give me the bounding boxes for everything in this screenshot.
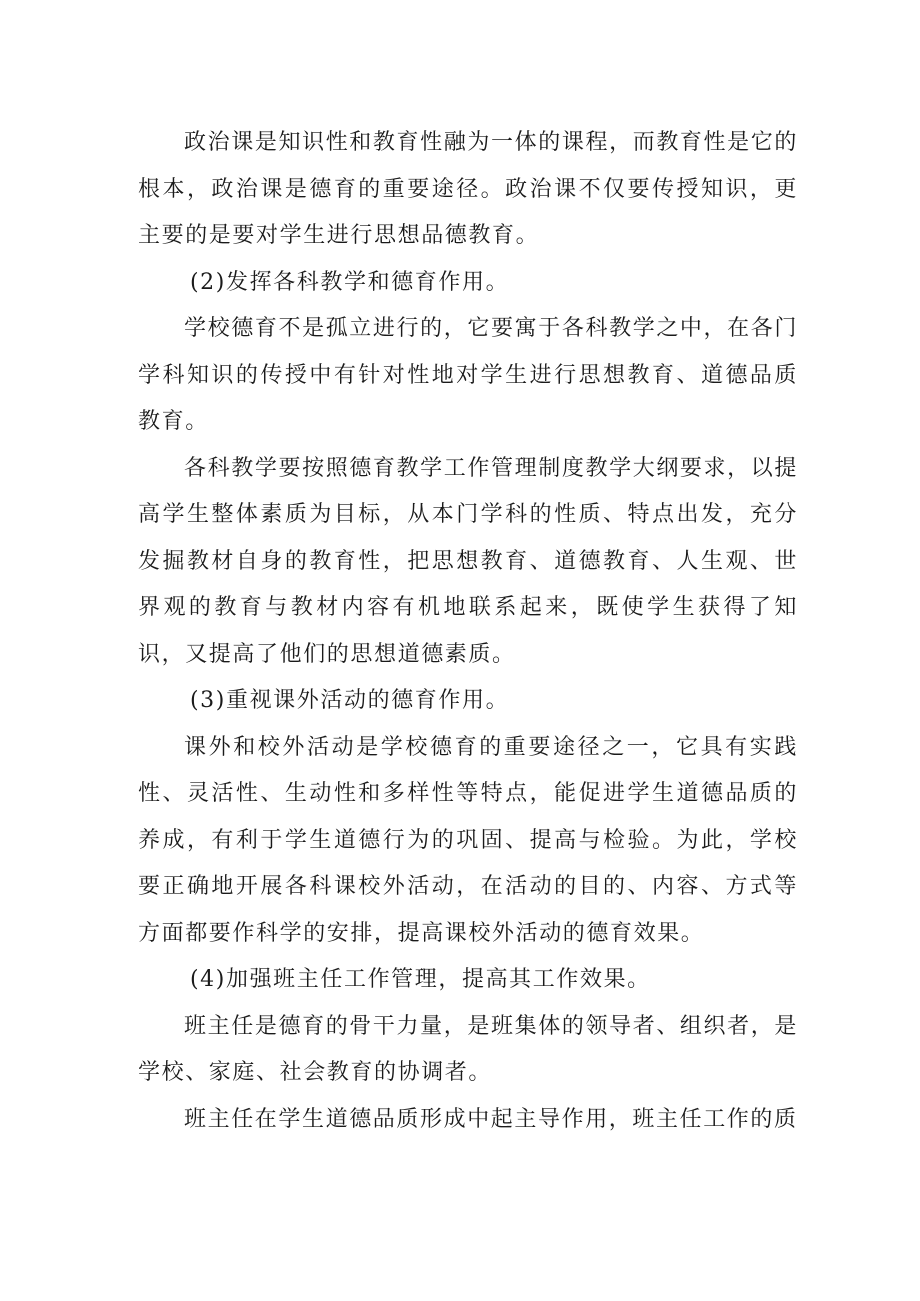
- paragraph-school-moral-education: 学校德育不是孤立进行的，它要寓于各科教学之中，在各门学科知识的传授中有针对性地对学生进行思想教育、道德品质教育。: [138, 316, 798, 434]
- heading-subject-teaching: (2)发挥各科教学和德育作用。: [190, 269, 510, 295]
- paragraph-extracurricular-activities: 课外和校外活动是学校德育的重要途径之一，它具有实践性、灵活性、生动性和多样性等特点，能促进学生道德品质的养成，有利于学生道德行为的巩固、提高与检验。为此，学校要正确地开展各科课校外活动，在活动的目的、内容、方式等方面都要作科学的安排，提高课校外活动的德育效果。: [138, 734, 798, 946]
- paragraph-subject-teaching-requirements: 各科教学要按照德育教学工作管理制度教学大纲要求，以提高学生整体素质为目标，从本门学科的性质、特点出发，充分发掘教材自身的教育性，把思想教育、道德教育、人生观、世界观的教育与教材内容有机地联系起来，既使学生获得了知识，又提高了他们的思想道德素质。: [138, 455, 798, 667]
- paragraph-class-teacher-leading: 班主任在学生道德品质形成中起主导作用，班主任工作的质: [184, 1106, 798, 1132]
- heading-class-teacher: (4)加强班主任工作管理，提高其工作效果。: [190, 967, 651, 992]
- paragraph-class-teacher-role: 班主任是德育的骨干力量，是班集体的领导者、组织者，是学校、家庭、社会教育的协调者。: [138, 1013, 798, 1085]
- paragraph-politics-course: 政治课是知识性和教育性融为一体的课程，而教育性是它的根本，政治课是德育的重要途径。政治课不仅要传授知识，更主要的是要对学生进行思想品德教育。: [138, 130, 798, 248]
- heading-extracurricular: (3)重视课外活动的德育作用。: [190, 688, 510, 713]
- document-page: [138, 120, 798, 1143]
